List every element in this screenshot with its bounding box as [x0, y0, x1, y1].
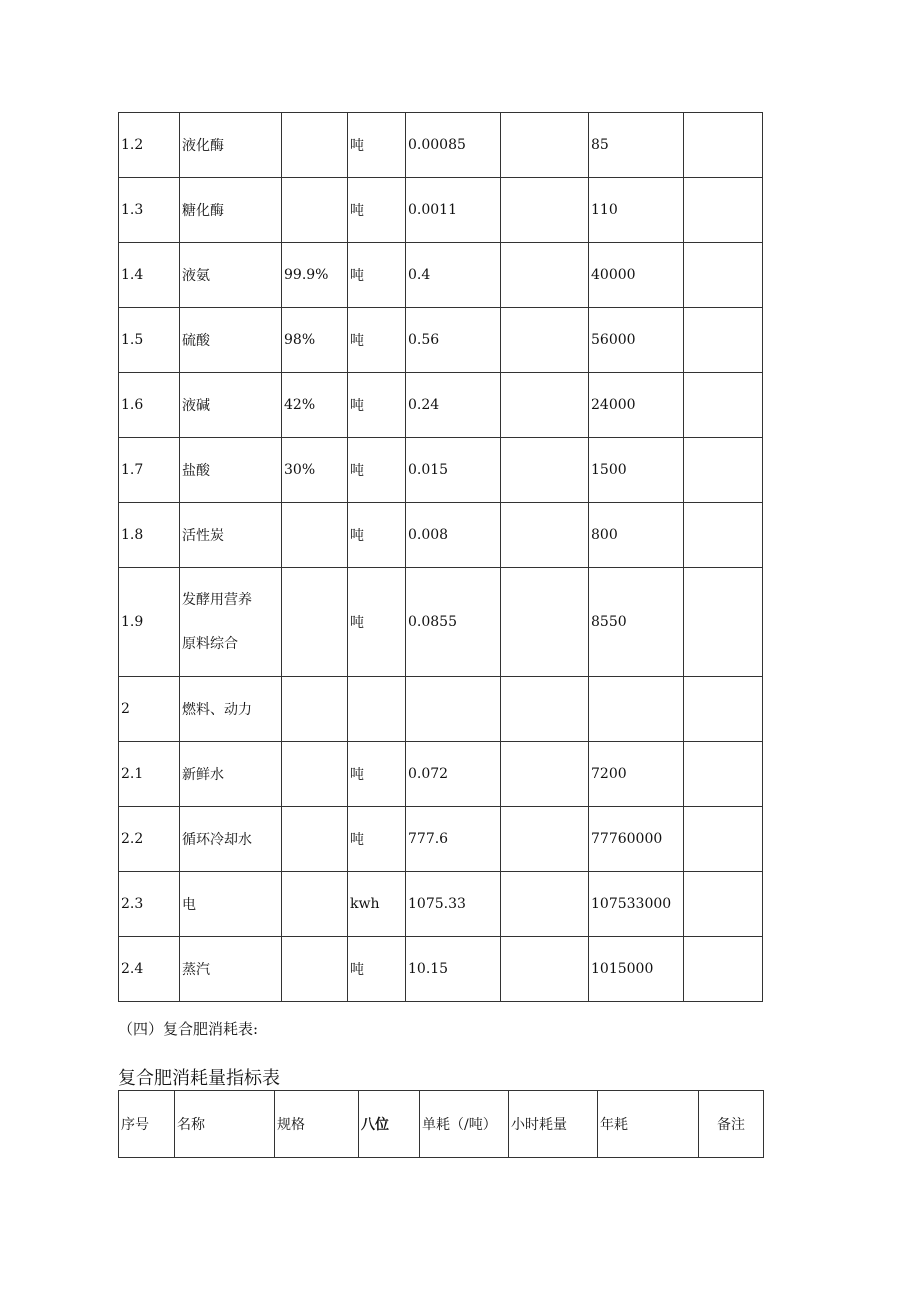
table-row [119, 243, 763, 308]
cell-spec [282, 937, 348, 1002]
cell-remark [684, 568, 763, 677]
cell-name: 盐酸 [180, 438, 282, 503]
cell-hourly [501, 178, 589, 243]
cell-remark [684, 373, 763, 438]
cell-unit-consumption: 777.6 [406, 807, 501, 872]
cell-no: 2 [119, 677, 180, 742]
table-row [119, 308, 763, 373]
cell-unit [348, 677, 406, 742]
table-row [119, 438, 763, 503]
section-caption: （四）复合肥消耗表: [118, 1020, 259, 1038]
cell-spec [282, 503, 348, 568]
cell-name-line-2: 原料综合 [182, 636, 238, 652]
cell-unit-consumption: 0.008 [406, 503, 501, 568]
cell-name: 液碱 [180, 373, 282, 438]
cell-name: 电 [180, 872, 282, 937]
cell-unit: 吨 [348, 373, 406, 438]
cell-hourly [501, 937, 589, 1002]
cell-hourly [501, 308, 589, 373]
cell-unit: kwh [348, 872, 406, 937]
header-name: 名称 [175, 1091, 275, 1158]
table-row [119, 373, 763, 438]
cell-hourly [501, 872, 589, 937]
cell-unit-consumption [406, 677, 501, 742]
cell-hourly [501, 677, 589, 742]
cell-hourly [501, 742, 589, 807]
cell-no: 2.4 [119, 937, 180, 1002]
cell-hourly [501, 438, 589, 503]
cell-hourly [501, 503, 589, 568]
cell-unit-consumption: 10.15 [406, 937, 501, 1002]
cell-unit-consumption: 0.24 [406, 373, 501, 438]
cell-name: 液化酶 [180, 113, 282, 178]
cell-no: 2.2 [119, 807, 180, 872]
cell-unit-consumption: 0.015 [406, 438, 501, 503]
cell-unit: 吨 [348, 438, 406, 503]
cell-annual [589, 677, 684, 742]
cell-no: 1.4 [119, 243, 180, 308]
cell-annual: 40000 [589, 243, 684, 308]
cell-no: 1.9 [119, 568, 180, 677]
cell-remark [684, 872, 763, 937]
cell-unit-consumption: 0.4 [406, 243, 501, 308]
cell-hourly [501, 113, 589, 178]
cell-spec [282, 807, 348, 872]
cell-remark [684, 503, 763, 568]
cell-name: 循环冷却水 [180, 807, 282, 872]
table-header-row [119, 1091, 764, 1158]
cell-remark [684, 937, 763, 1002]
consumption-table [118, 112, 763, 1002]
cell-spec [282, 872, 348, 937]
cell-no: 1.3 [119, 178, 180, 243]
table-row [119, 937, 763, 1002]
cell-spec: 98% [282, 308, 348, 373]
cell-unit: 吨 [348, 178, 406, 243]
cell-name: 蒸汽 [180, 937, 282, 1002]
table-row [119, 178, 763, 243]
cell-unit: 吨 [348, 937, 406, 1002]
cell-unit-consumption: 0.0011 [406, 178, 501, 243]
cell-unit-consumption: 0.0855 [406, 568, 501, 677]
cell-annual: 1500 [589, 438, 684, 503]
cell-remark [684, 438, 763, 503]
cell-unit: 吨 [348, 807, 406, 872]
cell-spec: 30% [282, 438, 348, 503]
cell-spec [282, 742, 348, 807]
cell-unit: 吨 [348, 568, 406, 677]
table-row [119, 568, 763, 677]
cell-spec: 42% [282, 373, 348, 438]
cell-annual: 107533000 [589, 872, 684, 937]
cell-no: 1.2 [119, 113, 180, 178]
cell-no: 2.3 [119, 872, 180, 937]
cell-annual: 7200 [589, 742, 684, 807]
cell-no: 1.8 [119, 503, 180, 568]
cell-spec [282, 677, 348, 742]
cell-annual: 85 [589, 113, 684, 178]
table-title: 复合肥消耗量指标表 [118, 1068, 280, 1089]
cell-unit: 吨 [348, 503, 406, 568]
header-annual: 年耗 [598, 1091, 699, 1158]
cell-remark [684, 113, 763, 178]
cell-remark [684, 807, 763, 872]
header-unit: 八位 [359, 1091, 420, 1158]
cell-name: 硫酸 [180, 308, 282, 373]
cell-remark [684, 742, 763, 807]
cell-unit-consumption: 1075.33 [406, 872, 501, 937]
cell-remark [684, 308, 763, 373]
cell-unit-consumption: 0.56 [406, 308, 501, 373]
cell-remark [684, 677, 763, 742]
cell-hourly [501, 373, 589, 438]
cell-unit: 吨 [348, 742, 406, 807]
cell-spec [282, 178, 348, 243]
cell-no: 2.1 [119, 742, 180, 807]
fertilizer-consumption-table [118, 1090, 764, 1158]
table-row [119, 807, 763, 872]
cell-no: 1.6 [119, 373, 180, 438]
cell-unit: 吨 [348, 243, 406, 308]
cell-name: 液氨 [180, 243, 282, 308]
table-row [119, 503, 763, 568]
cell-unit-consumption: 0.00085 [406, 113, 501, 178]
cell-remark [684, 178, 763, 243]
cell-no: 1.7 [119, 438, 180, 503]
table-row [119, 742, 763, 807]
cell-hourly [501, 568, 589, 677]
cell-annual: 8550 [589, 568, 684, 677]
cell-name: 燃料、动力 [180, 677, 282, 742]
cell-annual: 110 [589, 178, 684, 243]
table-row [119, 677, 763, 742]
cell-annual: 1015000 [589, 937, 684, 1002]
cell-name: 活性炭 [180, 503, 282, 568]
cell-unit-consumption: 0.072 [406, 742, 501, 807]
table-row [119, 113, 763, 178]
cell-remark [684, 243, 763, 308]
cell-hourly [501, 243, 589, 308]
cell-name-line-1: 发酵用营养 [182, 592, 252, 608]
cell-annual: 800 [589, 503, 684, 568]
cell-hourly [501, 807, 589, 872]
header-remark: 备注 [699, 1091, 764, 1158]
cell-annual: 24000 [589, 373, 684, 438]
cell-name: 新鲜水 [180, 742, 282, 807]
table-row [119, 872, 763, 937]
header-spec: 规格 [275, 1091, 359, 1158]
cell-name [180, 568, 282, 677]
cell-annual: 56000 [589, 308, 684, 373]
cell-spec [282, 568, 348, 677]
cell-spec: 99.9% [282, 243, 348, 308]
cell-name: 糖化酶 [180, 178, 282, 243]
cell-annual: 77760000 [589, 807, 684, 872]
cell-no: 1.5 [119, 308, 180, 373]
cell-unit: 吨 [348, 113, 406, 178]
header-no: 序号 [119, 1091, 175, 1158]
header-unit-consumption: 单耗（/吨） [420, 1091, 509, 1158]
cell-unit: 吨 [348, 308, 406, 373]
cell-spec [282, 113, 348, 178]
header-hourly: 小时耗量 [509, 1091, 598, 1158]
